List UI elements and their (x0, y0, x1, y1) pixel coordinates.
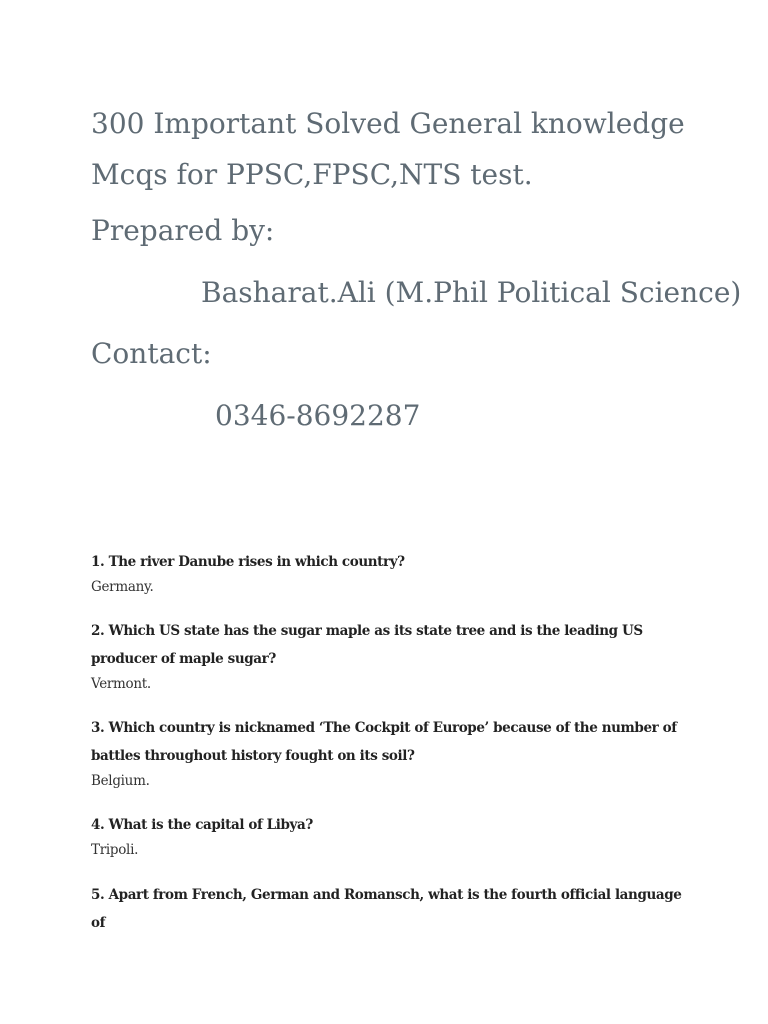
answer-text: Belgium. (91, 773, 150, 789)
question-text: 3. Which country is nicknamed ‘The Cockpit of Europe’ because of the number of battles throughout history fought on its soil? (91, 720, 677, 764)
contact-label: Contact: (91, 337, 212, 370)
author-name: Basharat.Ali (M.Phil Political Science) (201, 276, 742, 309)
document-title: 300 Important Solved General knowledge Mcqs for PPSC,FPSC,NTS test. (91, 107, 685, 191)
question-item (91, 811, 691, 861)
question-text: 4. What is the capital of Libya? (91, 817, 313, 833)
answer-text: Germany. (91, 579, 154, 595)
question-text: 2. Which US state has the sugar maple as its state tree and is the leading US producer of maple sugar? (91, 623, 643, 667)
question-text: 5. Apart from French, German and Romansch, what is the fourth official language of (91, 887, 682, 931)
answer-text: Tripoli. (91, 842, 139, 858)
prepared-by-label: Prepared by: (91, 214, 275, 247)
contact-phone: 0346-8692287 (215, 399, 421, 432)
question-item (91, 714, 691, 792)
answer-text: Vermont. (91, 676, 151, 692)
question-item (91, 617, 691, 695)
question-text: 1. The river Danube rises in which country? (91, 554, 405, 570)
question-item (91, 881, 691, 937)
question-item (91, 548, 691, 598)
